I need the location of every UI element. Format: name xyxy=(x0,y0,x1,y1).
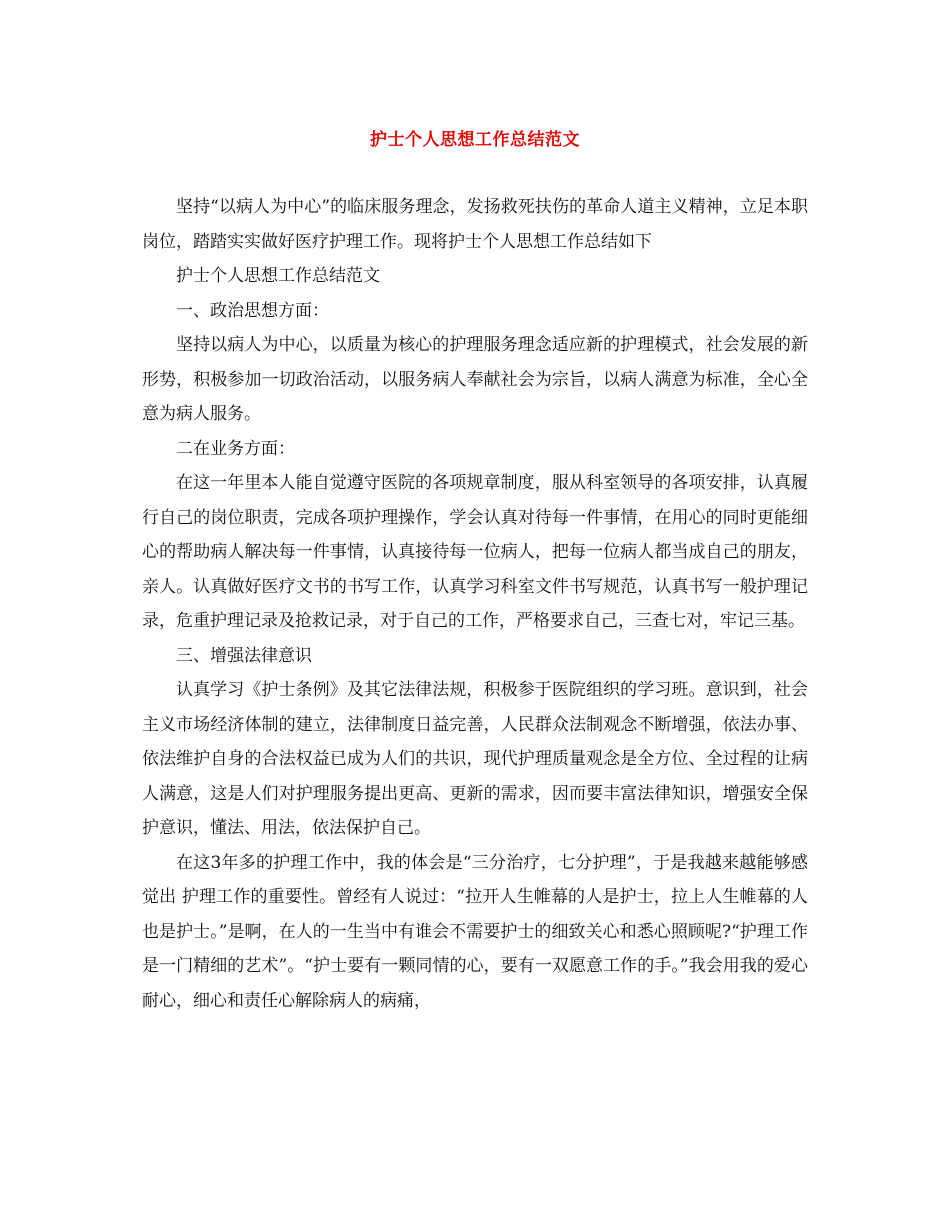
section-heading-politics: 一、政治思想方面： xyxy=(176,300,329,321)
section-heading-law: 三、增强法律意识 xyxy=(176,645,312,666)
document-title: 护士个人思想工作总结范文 xyxy=(370,130,580,150)
politics-paragraph: 坚持以病人为中心，以质量为核心的护理服务理念适应新的护理模式，社会发展的新形势，积极参加一切政治活动，以服务病人奉献社会为宗旨，以病人满意为标准，全心全意为病人服务。 xyxy=(142,335,808,424)
law-paragraph: 认真学习《护士条例》及其它法律法规，积极参于医院组织的学习班。意识到，社会主义市场经济体制的建立，法律制度日益完善，人民群众法制观念不断增强，依法办事、依法维护自身的合法权益已成为人们的共识，现代护理质量观念是全方位、全过程的让病人满意，这是人们对护理服务提出更高、更新的需求，因而要丰富法律知识，增强安全保护意识，懂法、用法，依法保护自己。 xyxy=(142,680,808,838)
business-paragraph: 在这一年里本人能自觉遵守医院的各项规章制度，服从科室领导的各项安排，认真履行自己的岗位职责，完成各项护理操作，学会认真对待每一件事情，在用心的同时更能细心的帮助病人解决每一件事情，认真接待每一位病人，把每一位病人都当成自己的朋友，亲人。认真做好医疗文书的书写工作，认真学习科室文件书写规范，认真书写一般护理记录，危重护理记录及抢救记录，对于自己的工作，严格要求自己，三查七对，牢记三基。 xyxy=(142,473,808,631)
section-heading-business: 二在业务方面： xyxy=(176,438,295,459)
intro-paragraph: 坚持“以病人为中心”的临床服务理念，发扬救死扶伤的革命人道主义精神，立足本职岗位，踏踏实实做好医疗护理工作。现将护士个人思想工作总结如下 xyxy=(142,197,808,252)
document-body xyxy=(142,190,808,1018)
experience-paragraph: 在这3年多的护理工作中，我的体会是“三分治疗，七分护理”，于是我越来越能够感觉出 护理工作的重要性。曾经有人说过：“拉开人生帷幕的人是护士，拉上人生帷幕的人也是护士。”是啊，在人的一生当中有谁会不需要护士的细致关心和悉心照顾呢?“护理工作是一门精细的艺术”。“护士要有一颗同情的心，要有一双愿意工作的手。”我会用我的爱心耐心，细心和责任心解除病人的病痛， xyxy=(142,852,808,1011)
subtitle-line: 护士个人思想工作总结范文 xyxy=(176,266,380,286)
